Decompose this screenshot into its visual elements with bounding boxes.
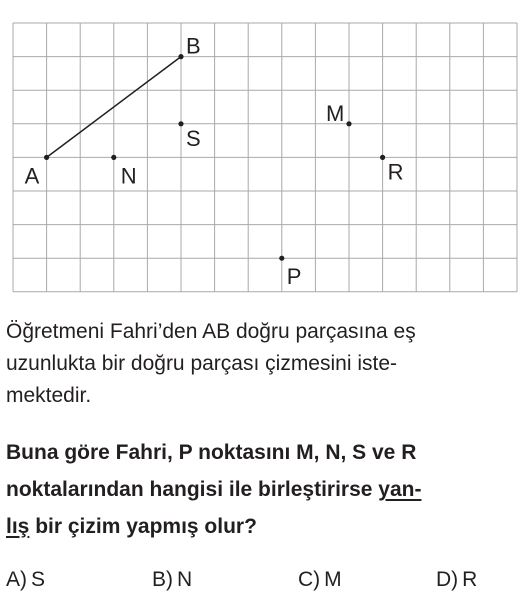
point-a-label: A xyxy=(24,163,40,189)
point-p-label: P xyxy=(286,264,302,290)
points-layer xyxy=(25,34,404,290)
point-s-dot xyxy=(178,121,183,126)
choice-b[interactable] xyxy=(152,568,192,592)
point-b-dot xyxy=(178,54,183,59)
choice-a-text: S xyxy=(31,568,46,591)
point-p-dot xyxy=(279,256,284,261)
choice-a-letter: A) xyxy=(6,568,27,591)
statement-line-2: uzunlukta bir doğru parçası çizmesini iste- xyxy=(6,352,398,375)
point-a-dot xyxy=(44,155,49,160)
choice-c-letter: C) xyxy=(298,568,321,591)
question-line-1: Buna göre Fahri, P noktasını M, N, S ve R xyxy=(6,441,417,464)
point-n-dot xyxy=(111,155,116,160)
point-m-label: M xyxy=(326,100,345,126)
statement-line-1: Öğretmeni Fahri’den AB doğru parçasına eş xyxy=(6,320,416,343)
question-underlined-word-part-1: yan- xyxy=(378,478,422,501)
choice-c[interactable] xyxy=(298,568,342,592)
choice-c-text: M xyxy=(324,568,342,591)
problem-statement xyxy=(6,316,518,412)
question-line-2 xyxy=(6,471,518,508)
question-text xyxy=(6,434,518,545)
choice-d-letter: D) xyxy=(436,568,459,591)
point-r-dot xyxy=(380,155,385,160)
grid-figure xyxy=(0,0,525,300)
choice-a[interactable] xyxy=(6,568,45,592)
point-r-label: R xyxy=(387,159,404,185)
point-s-label: S xyxy=(186,125,201,151)
point-n-label: N xyxy=(120,163,137,189)
choice-d-text: R xyxy=(462,568,478,591)
point-b-label: B xyxy=(186,33,201,59)
statement-line-3: mektedir. xyxy=(6,384,92,407)
question-underlined-word-part-2: lış xyxy=(6,515,30,538)
choice-b-text: N xyxy=(177,568,193,591)
point-m-dot xyxy=(346,121,351,126)
grid-lines xyxy=(13,23,517,292)
question-line-3 xyxy=(6,508,518,545)
choice-b-letter: B) xyxy=(152,568,173,591)
choice-d[interactable] xyxy=(436,568,477,592)
answer-choices xyxy=(6,568,516,598)
question-line-2-text: noktalarından hangisi ile birleştirirse xyxy=(6,478,379,501)
question-line-3-text: bir çizim yapmış olur? xyxy=(29,515,257,538)
